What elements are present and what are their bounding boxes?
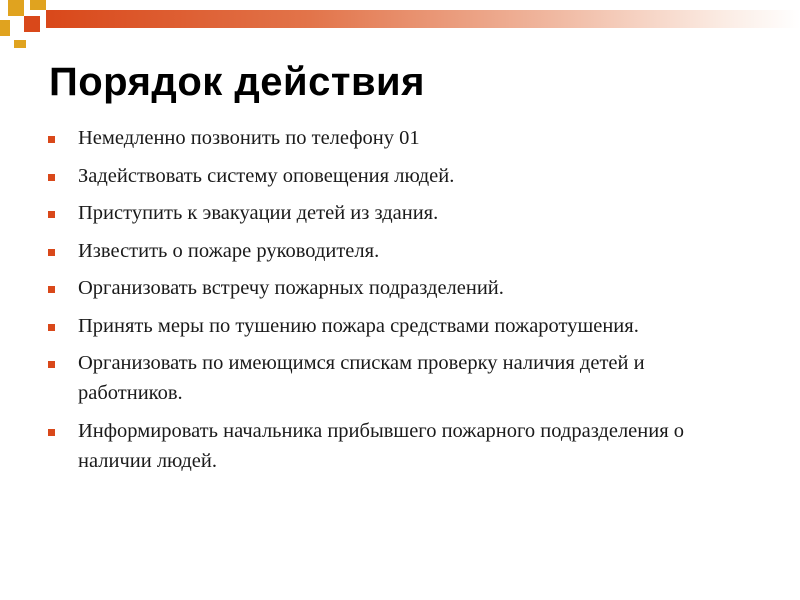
header-gradient-band: [46, 10, 800, 28]
list-item: [46, 123, 746, 153]
bullet-square-icon: [48, 174, 55, 181]
list-item: [46, 348, 746, 408]
list-item-text: Приступить к эвакуации детей из здания.: [78, 202, 439, 224]
list-item: [46, 198, 746, 228]
list-item-text: Организовать встречу пожарных подразделений.: [78, 277, 504, 299]
bullet-square-icon: [48, 286, 55, 293]
decor-square: [24, 16, 40, 32]
bullet-square-icon: [48, 136, 55, 143]
list-item: [46, 161, 746, 191]
list-item-text: Организовать по имеющимся спискам проверку наличия детей и работников.: [78, 352, 645, 404]
bullet-list: [46, 123, 746, 483]
decor-square: [30, 0, 46, 10]
decor-square: [8, 0, 24, 16]
slide-title: Порядок действия: [49, 60, 425, 104]
bullet-square-icon: [48, 324, 55, 331]
bullet-square-icon: [48, 249, 55, 256]
decor-square: [14, 40, 26, 48]
bullet-square-icon: [48, 429, 55, 436]
list-item-text: Принять меры по тушению пожара средствами пожаротушения.: [78, 314, 639, 337]
list-item-text: Известить о пожаре руководителя.: [78, 239, 380, 262]
list-item: [46, 311, 746, 341]
bullet-square-icon: [48, 361, 55, 368]
list-item-text: Немедленно позвонить по телефону 01: [78, 127, 420, 149]
decor-square: [0, 20, 10, 36]
list-item-text: Информировать начальника прибывшего пожарного подразделения о наличии людей.: [78, 419, 685, 472]
bullet-square-icon: [48, 211, 55, 218]
list-item: [46, 416, 746, 476]
list-item: [46, 236, 746, 266]
list-item-text: Задействовать систему оповещения людей.: [78, 164, 455, 187]
list-item: [46, 273, 746, 303]
